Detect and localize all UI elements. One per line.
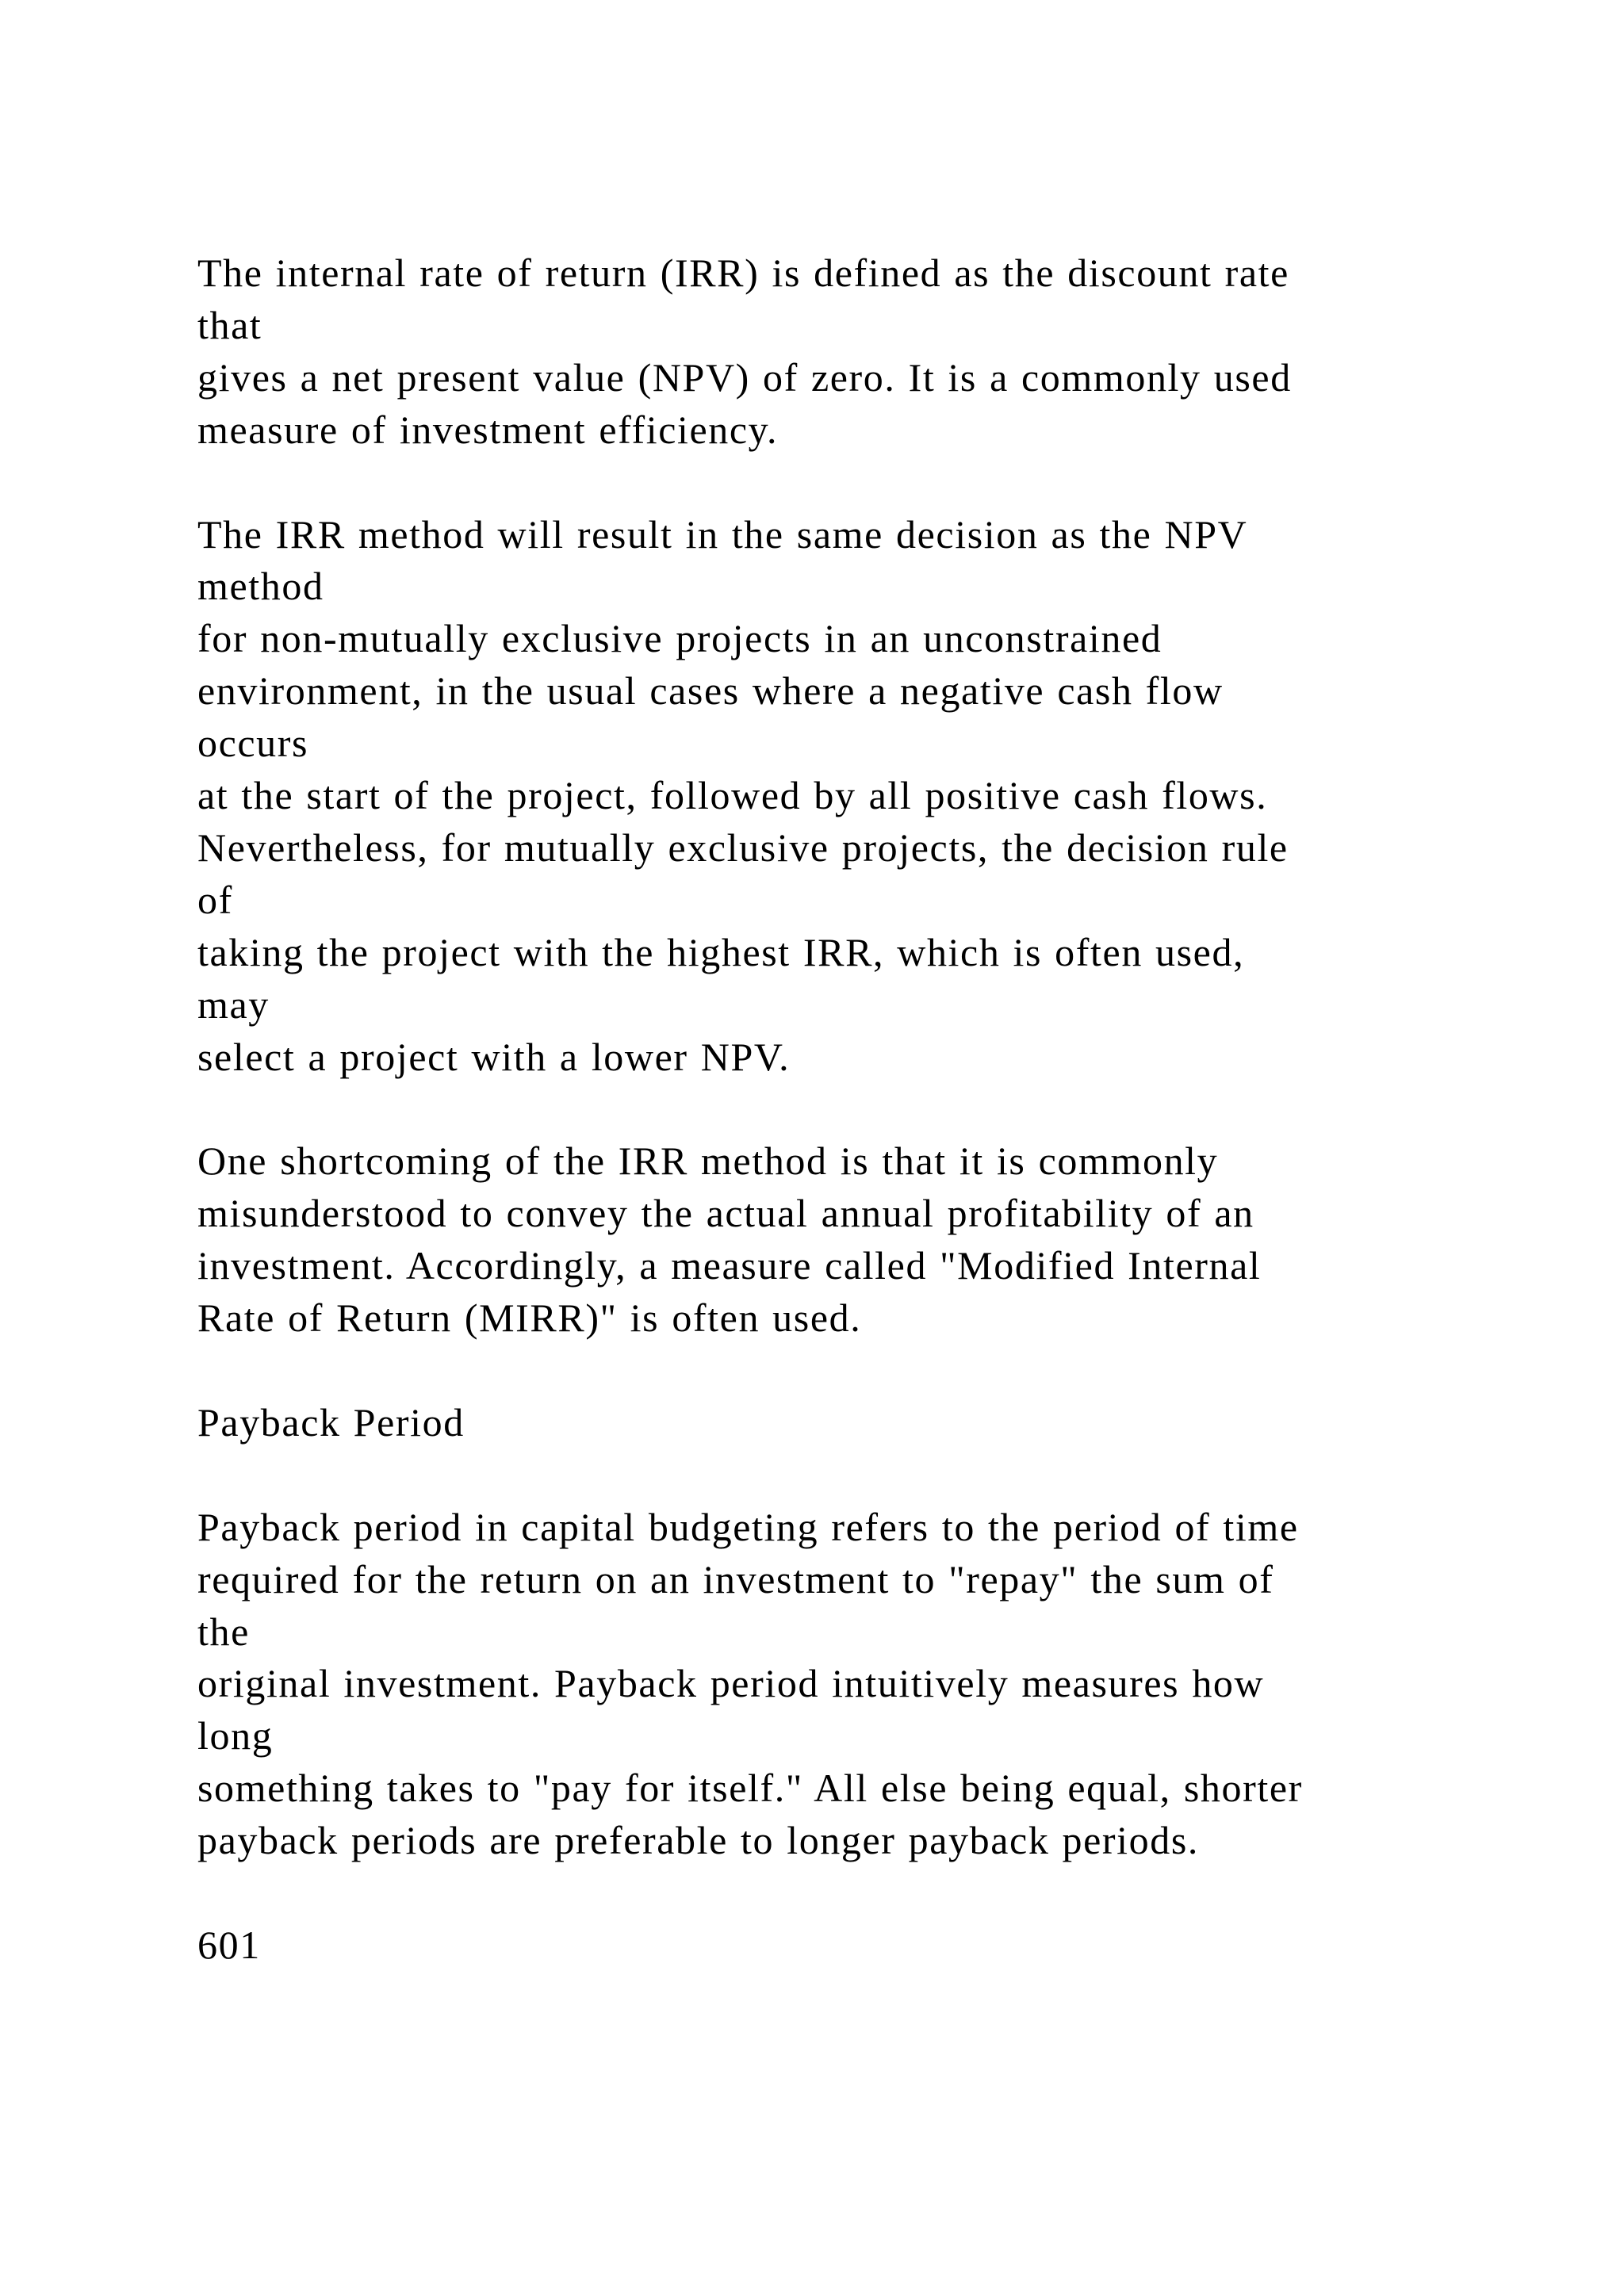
text-line: original investment. Payback period intuitively measures how [197,1661,1265,1706]
text-line: measure of investment efficiency. [197,407,779,452]
document-body [197,247,1593,2024]
text-line: may [197,982,270,1027]
text-line: environment, in the usual cases where a negative cash flow [197,668,1224,714]
text-line: taking the project with the highest IRR, which is often used, [197,929,1245,974]
paragraph-irr-definition [197,247,1593,457]
page-number-text: 601 [197,1922,261,1967]
text-line: required for the return on an investment to "repay" the sum of [197,1556,1274,1601]
text-line: payback periods are preferable to longer payback periods. [197,1818,1200,1863]
text-line: The internal rate of return (IRR) is defined as the discount rate [197,251,1289,295]
text-line: Payback Period [197,1399,465,1445]
text-line: gives a net present value (NPV) of zero. It is a commonly used [197,354,1292,400]
text-line: at the start of the project, followed by all positive cash flows. [197,773,1268,818]
text-line: misunderstood to convey the actual annual profitability of an [197,1191,1254,1236]
text-line: for non-mutually exclusive projects in an unconstrained [197,616,1162,661]
section-heading-payback-period [197,1397,1593,1449]
paragraph-irr-vs-npv [197,509,1593,1084]
text-line: something takes to "pay for itself." All else being equal, shorter [197,1766,1303,1811]
text-line: Payback period in capital budgeting refers to the period of time [197,1504,1299,1549]
text-line: The IRR method will result in the same decision as the NPV [197,511,1248,557]
paragraph-payback-definition [197,1502,1593,1867]
paragraph-irr-shortcoming [197,1135,1593,1345]
text-line: long [197,1713,274,1758]
text-line: One shortcoming of the IRR method is that it is commonly [197,1138,1219,1184]
text-line: Nevertheless, for mutually exclusive projects, the decision rule [197,825,1289,870]
text-line: select a project with a lower NPV. [197,1034,791,1079]
text-line: occurs [197,721,309,766]
text-line: Rate of Return (MIRR)" is often used. [197,1295,862,1341]
text-line: method [197,564,324,609]
text-line: that [197,302,262,347]
text-line: of [197,877,233,922]
text-line: the [197,1609,250,1654]
page-number [197,1919,1593,1972]
text-line: investment. Accordingly, a measure called "Modified Internal [197,1243,1262,1288]
